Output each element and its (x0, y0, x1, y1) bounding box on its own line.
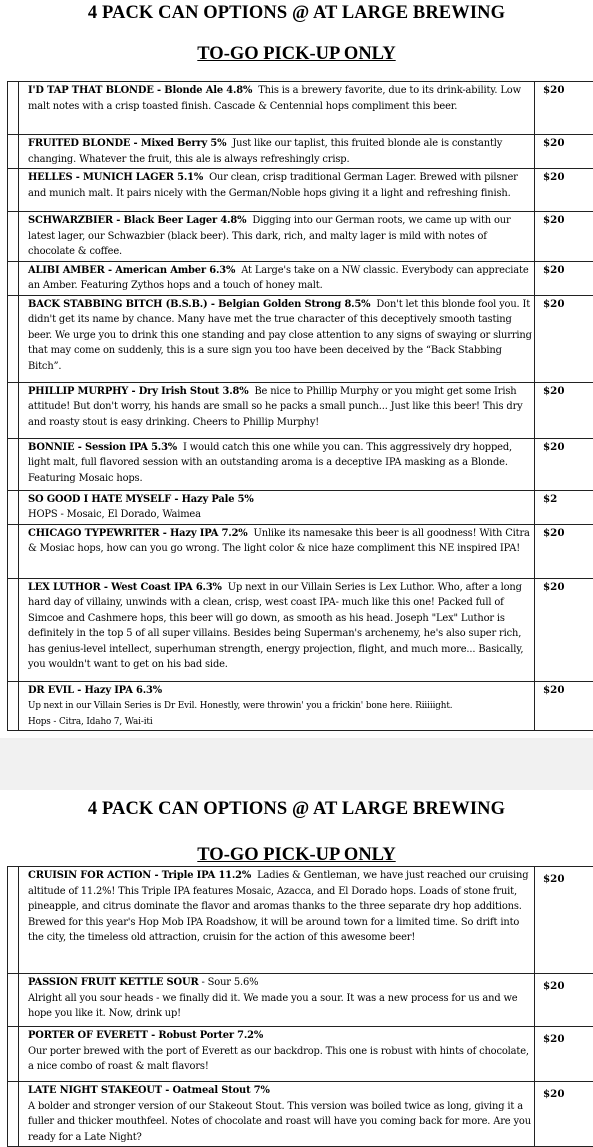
beer-name: LEX LUTHOR (28, 582, 101, 593)
beer-name: PORTER OF EVERETT (28, 1030, 148, 1041)
beer-name: CHICAGO TYPEWRITER (28, 528, 159, 539)
table-row (8, 295, 593, 382)
beer-notes: This is a brewery favorite, due to its drink-ability. Low malt notes with a crisp toasted finish. Cascade & Centennial hops compliment this beer. (28, 85, 521, 112)
beer-name: ALIBI AMBER (28, 265, 105, 276)
beer-name: DR EVIL (28, 685, 74, 696)
table-row (8, 212, 593, 262)
beer-style: Mixed Berry 5% (141, 138, 227, 149)
table-row (8, 524, 593, 578)
beer-notes: Ladies & Gentleman, we have just reached our cruising altitude of 11.2%! This Triple IPA features Mosaic, Azacca, and El Dorado hops. Loads of stone fruit, pineapple, and citrus dominate the flavor and aromas thanks to the three separate dry hop additions. Brewed for this year's Hop Mob IPA Roadshow, it will be around town for a limited time. So drift into the city, the timeless old attraction, cruisin for the action of this awesome beer! (28, 870, 528, 943)
beer-style: Oatmeal Stout 7% (173, 1085, 270, 1096)
beer-style: Triple IPA 11.2% (162, 870, 251, 881)
beer-description: LATE NIGHT STAKEOUT - Oatmeal Stout 7% A bolder and stronger version of our Stakeout Stout. This version was boiled twice as long, giving it a fuller and thicker mouthfeel. Notes of chocolate and roast will have you coming back for more. Are you ready for a Late Night? (28, 1083, 532, 1145)
beer-name: PHILLIP MURPHY (28, 386, 128, 397)
beer-notes: Up next in our Villain Series is Dr Evil. Honestly, were throwin' you a frickin' bone here. Riiiiight. (28, 701, 453, 711)
beer-style: Hazy IPA 7.2% (170, 528, 248, 539)
price: $20 (543, 298, 593, 310)
beer-style: Hazy IPA 6.3% (84, 685, 162, 696)
page-subtitle: TO-GO PICK-UP ONLY (0, 44, 593, 65)
price: $20 (543, 527, 593, 539)
beer-description: BACK STABBING BITCH (B.S.B.) - Belgian Golden Strong 8.5% Don't let this blonde fool you. It didn't get its name by chance. Many have met the true character of this deceptively smooth tasting beer. We urge you to drink this one standing and pay close attention to any signs of swaying or slurring that may come on suddenly, this is a sure sign you too have been deceived by the “Back Stabbing Bitch”. (28, 297, 532, 375)
price: $20 (543, 171, 593, 183)
beer-description (28, 170, 532, 201)
beer-style: Belgian Golden Strong 8.5% (218, 299, 370, 310)
table-row (8, 1027, 593, 1082)
table-row (8, 974, 593, 1027)
price: $2 (543, 493, 593, 505)
beer-style: Sour 5.6% (208, 977, 259, 988)
beer-notes: Our clean, crisp traditional German Lager. Brewed with pilsner and munich malt. It pairs nicely with the German/Noble hops giving it a light and refreshing finish. (28, 172, 518, 199)
beer-menu-table (7, 81, 593, 731)
price: $20 (543, 873, 593, 885)
page-gap (0, 738, 593, 790)
beer-name: BONNIE (28, 442, 74, 453)
beer-name: HELLES - MUNICH LAGER 5.1% (28, 172, 203, 183)
beer-notes: I would catch this one while you can. This aggressively dry hopped, light malt, full flavored session with an outstanding aroma is a deceptive IPA masking as a Blonde. Featuring Mosaic hops. (28, 442, 512, 484)
beer-style: Black Beer Lager 4.8% (123, 215, 246, 226)
page-title: 4 PACK CAN OPTIONS @ AT LARGE BREWING (0, 799, 593, 820)
beer-notes: Just like our taplist, this fruited blonde ale is constantly changing. Whatever the fruit, this ale is always refreshingly crisp. (28, 138, 502, 165)
beer-description: LEX LUTHOR - West Coast IPA 6.3% Up next in our Villain Series is Lex Luthor. Who, after a long hard day of villainy, unwinds with a clean, crisp, west coast IPA- much like this one! Packed full of Simcoe and Cashmere hops, this beer will go down, as smooth as his head. Joseph "Lex" Luthor is definitely in the top 5 of all super villains. Besides being Superman's archenemy, he's also super rich, has genius-level intellect, superhuman strength, energy projection, flight, and much more... Basically, you wouldn't want to get on his bad side. (28, 580, 532, 673)
page-title: 4 PACK CAN OPTIONS @ AT LARGE BREWING (0, 3, 593, 24)
beer-name: LATE NIGHT STAKEOUT (28, 1085, 162, 1096)
beer-description: FRUITED BLONDE - Mixed Berry 5% Just like our taplist, this fruited blonde ale is constantly changing. Whatever the fruit, this ale is always refreshingly crisp. (28, 136, 532, 167)
price: $20 (543, 980, 593, 992)
beer-description: I'D TAP THAT BLONDE - Blonde Ale 4.8% This is a brewery favorite, due to its drink-ability. Low malt notes with a crisp toasted finish. Cascade & Centennial hops compliment this beer. (28, 83, 532, 114)
table-row (8, 490, 593, 524)
price: $20 (543, 581, 593, 593)
price: $20 (543, 441, 593, 453)
price: $20 (543, 137, 593, 149)
beer-notes: Digging into our German roots, we came up with our latest lager, our Schwazbier (black beer). This dark, rich, and malty lager is mild with notes of chocolate & coffee. (28, 215, 511, 257)
beer-name: I'D TAP THAT BLONDE (28, 85, 154, 96)
beer-name: SCHWARZBIER (28, 215, 113, 226)
beer-name: BACK STABBING BITCH (B.S.B.) (28, 299, 208, 310)
beer-style: Session IPA 5.3% (85, 442, 177, 453)
table-row (8, 867, 593, 974)
beer-description: PHILLIP MURPHY - Dry Irish Stout 3.8% Be nice to Phillip Murphy or you might get some Irish attitude! But don't worry, his hands are small so he packs a small punch... Just like this beer! This dry and roasty stout is easy drinking. Cheers to Phillip Murphy! (28, 384, 532, 431)
beer-name: SO GOOD I HATE MYSELF (28, 494, 171, 505)
table-row (8, 261, 593, 295)
beer-style: Hazy Pale 5% (182, 494, 254, 505)
table-row (8, 438, 593, 490)
beer-notes: Alright all you sour heads - we finally did it. We made you a sour. It was a new process for us and we hope you like it. Now, drink up! (28, 993, 518, 1020)
table-row (8, 82, 593, 135)
table-row (8, 681, 593, 731)
beer-menu-table (7, 866, 593, 1147)
beer-hops: Hops - Citra, Idaho 7, Wai-iti (28, 717, 153, 727)
beer-notes: Our porter brewed with the port of Everett as our backdrop. This one is robust with hints of chocolate, a nice combo of roast & malt flavors! (28, 1046, 529, 1073)
beer-description: DR EVIL - Hazy IPA 6.3% Up next in our Villain Series is Dr Evil. Honestly, were throwin' you a frickin' bone here. Riiiiight. Hops - Citra, Idaho 7, Wai-iti (28, 683, 532, 730)
beer-notes: Don't let this blonde fool you. It didn't get its name by chance. Many have met the true character of this deceptively smooth tasting beer. We urge you to drink this one standing and pay close attention to any signs of swaying or slurring that may come on suddenly, this is a sure sign you too have been deceived by the “Back Stabbing Bitch”. (28, 299, 532, 372)
beer-description: CHICAGO TYPEWRITER - Hazy IPA 7.2% Unlike its namesake this beer is all goodness! With Citra & Mosiac hops, how can you go wrong. The light color & nice haze compliment this NE inspired IPA! (28, 526, 532, 557)
beer-description: PORTER OF EVERETT - Robust Porter 7.2% Our porter brewed with the port of Everett as our backdrop. This one is robust with hints of chocolate, a nice combo of roast & malt flavors! (28, 1028, 532, 1075)
beer-description: BONNIE - Session IPA 5.3% I would catch this one while you can. This aggressively dry hopped, light malt, full flavored session with an outstanding aroma is a deceptive IPA masking as a Blonde. Featuring Mosaic hops. (28, 440, 532, 487)
beer-notes: HOPS - Mosaic, El Dorado, Waimea (28, 509, 201, 520)
beer-name: CRUISIN FOR ACTION (28, 870, 151, 881)
price: $20 (543, 214, 593, 226)
beer-description: SO GOOD I HATE MYSELF - Hazy Pale 5% HOPS - Mosaic, El Dorado, Waimea (28, 492, 532, 523)
price: $20 (543, 684, 593, 696)
table-row (8, 578, 593, 681)
price: $20 (543, 385, 593, 397)
beer-description: SCHWARZBIER - Black Beer Lager 4.8% Digging into our German roots, we came up with our latest lager, our Schwazbier (black beer). This dark, rich, and malty lager is mild with notes of chocolate & coffee. (28, 213, 532, 260)
beer-notes: Up next in our Villain Series is Lex Luthor. Who, after a long hard day of villainy, unwinds with a clean, crisp, west coast IPA- much like this one! Packed full of Simcoe and Cashmere hops, this beer will go down, as smooth as his head. Joseph "Lex" Luthor is definitely in the top 5 of all super villains. Besides being Superman's archenemy, he's also super rich, has genius-level intellect, superhuman strength, energy projection, flight, and much more... Basically, you wouldn't want to get on his bad side. (28, 582, 523, 671)
table-row (8, 169, 593, 212)
price: $20 (543, 1088, 593, 1100)
page-subtitle: TO-GO PICK-UP ONLY (0, 845, 593, 866)
beer-style: Blonde Ale 4.8% (164, 85, 252, 96)
beer-name: PASSION FRUIT KETTLE SOUR (28, 977, 199, 988)
beer-description: CRUISIN FOR ACTION - Triple IPA 11.2% Ladies & Gentleman, we have just reached our cruising altitude of 11.2%! This Triple IPA features Mosaic, Azacca, and El Dorado hops. Loads of stone fruit, pineapple, and citrus dominate the flavor and aromas thanks to the three separate dry hop additions. Brewed for this year's Hop Mob IPA Roadshow, it will be around town for a limited time. So drift into the city, the timeless old attraction, cruisin for the action of this awesome beer! (28, 868, 532, 946)
table-row (8, 135, 593, 169)
beer-notes: A bolder and stronger version of our Stakeout Stout. This version was boiled twice as long, giving it a fuller and thicker mouthfeel. Notes of chocolate and roast will have you coming back for more. Are you ready for a Late Night? (28, 1101, 531, 1143)
price: $20 (543, 1033, 593, 1045)
beer-style: Dry Irish Stout 3.8% (139, 386, 249, 397)
table-row (8, 382, 593, 438)
beer-notes: At Large's take on a NW classic. Everybody can appreciate an Amber. Featuring Zythos hops and a touch of honey malt. (28, 265, 529, 292)
menu-page-2 (0, 790, 593, 1140)
beer-style: Robust Porter 7.2% (158, 1030, 263, 1041)
beer-notes: Be nice to Phillip Murphy or you might get some Irish attitude! But don't worry, his hands are small so he packs a small punch... Just like this beer! This dry and roasty stout is easy drinking. Cheers to Phillip Murphy! (28, 386, 523, 428)
table-row (8, 1082, 593, 1147)
beer-style: West Coast IPA 6.3% (111, 582, 222, 593)
beer-style: American Amber 6.3% (115, 265, 235, 276)
beer-description: ALIBI AMBER - American Amber 6.3% At Large's take on a NW classic. Everybody can appreciate an Amber. Featuring Zythos hops and a touch of honey malt. (28, 263, 532, 294)
price: $20 (543, 84, 593, 96)
beer-description: PASSION FRUIT KETTLE SOUR - Sour 5.6% Alright all you sour heads - we finally did it. We made you a sour. It was a new process for us and we hope you like it. Now, drink up! (28, 975, 532, 1022)
price: $20 (543, 264, 593, 276)
beer-notes: Unlike its namesake this beer is all goodness! With Citra & Mosiac hops, how can you go wrong. The light color & nice haze compliment this NE inspired IPA! (28, 528, 530, 555)
beer-name: FRUITED BLONDE (28, 138, 130, 149)
